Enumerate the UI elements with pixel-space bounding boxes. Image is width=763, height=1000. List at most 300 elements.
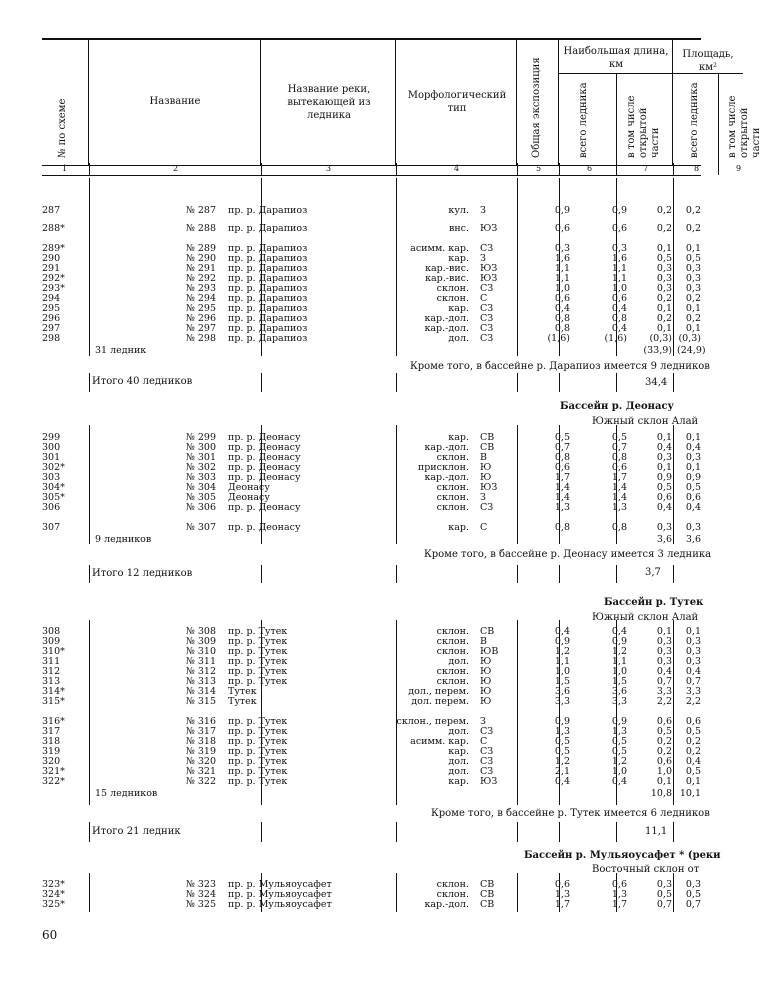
- colnum: 3: [326, 164, 332, 173]
- cell-river: пр. р. Дарапиоз: [228, 263, 308, 274]
- cell-river: пр. р. Дарапиоз: [228, 205, 308, 216]
- cell-ao: 0,7: [685, 899, 701, 910]
- cell-lo: 0,4: [611, 776, 627, 787]
- cell-type: склон.: [436, 283, 469, 294]
- cell-name: № 301: [185, 452, 216, 463]
- cell-a: 0,4: [656, 502, 672, 513]
- header-divider: [718, 73, 719, 165]
- cell-a: 0,3: [656, 636, 672, 647]
- cell-type: кар.: [448, 746, 469, 757]
- table-row: [0, 333, 733, 344]
- cell-n: 296: [42, 313, 61, 324]
- cell-type: кар.: [448, 522, 469, 533]
- cell-n: 314*: [42, 686, 65, 697]
- cell-river: пр. р. Тутек: [228, 626, 288, 637]
- colnum: 5: [536, 164, 542, 173]
- cell-name: № 323: [185, 879, 216, 890]
- cell-lo: 0,4: [611, 323, 627, 334]
- column-rule: [89, 822, 90, 842]
- column-rule: [517, 565, 518, 583]
- cell-l: 1,4: [554, 482, 570, 493]
- cell-lo: 1,1: [611, 273, 627, 284]
- cell-type: дол.: [448, 656, 469, 667]
- cell-name: № 321: [185, 766, 216, 777]
- cell-river: пр. р. Мульяоусафет: [228, 899, 332, 910]
- cell-l: 1,7: [554, 899, 570, 910]
- cell-exp: СЗ: [480, 313, 494, 324]
- cell-a: 0,2: [656, 313, 672, 324]
- cell-lo: 1,1: [611, 656, 627, 667]
- cell-n: 302*: [42, 462, 65, 473]
- cell-type: склон.: [436, 666, 469, 677]
- colnum: 1: [62, 164, 68, 173]
- summary-ao: 10,1: [679, 788, 701, 799]
- cell-exp: ЮВ: [480, 646, 499, 657]
- cell-l: 0,6: [554, 293, 570, 304]
- cell-n: 304*: [42, 482, 65, 493]
- cell-exp: ЮЗ: [480, 223, 498, 234]
- cell-name: № 324: [185, 889, 216, 900]
- cell-ao: 0,3: [685, 452, 701, 463]
- cell-type: склон.: [436, 646, 469, 657]
- cell-ao: 0,1: [685, 776, 701, 787]
- cell-lo: 0,9: [611, 716, 627, 727]
- cell-name: № 306: [185, 502, 216, 513]
- cell-exp: СЗ: [480, 283, 494, 294]
- cell-river: пр. р. Деонасу: [228, 442, 301, 453]
- cell-name: № 315: [185, 696, 216, 707]
- cell-river: Деонасу: [228, 482, 270, 493]
- cell-exp: Ю: [480, 686, 492, 697]
- cell-exp: Ю: [480, 676, 492, 687]
- column-rule: [517, 822, 518, 842]
- column-rule: [673, 373, 674, 392]
- cell-lo: 1,1: [611, 263, 627, 274]
- cell-type: склон., перем.: [396, 716, 469, 727]
- cell-type: склон.: [436, 482, 469, 493]
- cell-river: пр. р. Дарапиоз: [228, 273, 308, 284]
- cell-exp: СВ: [480, 889, 495, 900]
- cell-lo: 0,8: [611, 313, 627, 324]
- cell-lo: 1,0: [611, 766, 627, 777]
- column-rule: [673, 822, 674, 842]
- header-col2-text: Название: [149, 96, 201, 107]
- cell-ao: 0,4: [685, 666, 701, 677]
- cell-type: склон.: [436, 293, 469, 304]
- cell-river: пр. р. Деонасу: [228, 502, 301, 513]
- cell-river: пр. р. Мульяоусафет: [228, 879, 332, 890]
- cell-ao: 0,2: [685, 223, 701, 234]
- cell-river: пр. р. Дарапиоз: [228, 333, 308, 344]
- cell-name: № 307: [185, 522, 216, 533]
- cell-exp: СЗ: [480, 726, 494, 737]
- cell-l: 1,3: [554, 889, 570, 900]
- cell-l: 0,4: [554, 303, 570, 314]
- cell-n: 316*: [42, 716, 65, 727]
- cell-type: дол.: [448, 766, 469, 777]
- cell-lo: (1,6): [604, 333, 627, 344]
- cell-n: 310*: [42, 646, 65, 657]
- cell-l: 1,4: [554, 492, 570, 503]
- cell-name: № 318: [185, 736, 216, 747]
- cell-type: кар.-дол.: [424, 472, 469, 483]
- column-rule: [89, 565, 90, 583]
- cell-ao: 0,3: [685, 636, 701, 647]
- tutek-total-value: 11,1: [645, 826, 668, 837]
- cell-ao: 0,9: [685, 472, 701, 483]
- header-divider: [673, 73, 743, 74]
- cell-l: 0,9: [554, 205, 570, 216]
- header-col3-text: Название реки, вытекающей из ледника: [287, 84, 371, 121]
- cell-exp: СЗ: [480, 766, 494, 777]
- cell-ao: 0,2: [685, 293, 701, 304]
- cell-exp: Ю: [480, 472, 492, 483]
- cell-name: № 319: [185, 746, 216, 757]
- cell-a: (0,3): [649, 333, 672, 344]
- header-divider: [616, 73, 617, 165]
- cell-l: 1,7: [554, 472, 570, 483]
- cell-river: пр. р. Тутек: [228, 746, 288, 757]
- cell-exp: З: [480, 492, 486, 503]
- cell-n: 307: [42, 522, 61, 533]
- cell-n: 297: [42, 323, 61, 334]
- summary-row: [0, 788, 733, 799]
- cell-lo: 3,6: [611, 686, 627, 697]
- cell-lo: 1,3: [611, 889, 627, 900]
- cell-ao: 0,3: [685, 273, 701, 284]
- cell-ao: 0,3: [685, 656, 701, 667]
- cell-name: № 310: [185, 646, 216, 657]
- cell-lo: 1,7: [611, 899, 627, 910]
- cell-ao: 0,5: [685, 726, 701, 737]
- cell-lo: 0,5: [611, 736, 627, 747]
- cell-a: 0,7: [656, 899, 672, 910]
- cell-ao: 0,1: [685, 462, 701, 473]
- cell-exp: СВ: [480, 442, 495, 453]
- column-number-row: [42, 163, 742, 176]
- cell-a: 0,6: [656, 492, 672, 503]
- cell-type: асимм. кар.: [410, 243, 469, 254]
- cell-name: № 303: [185, 472, 216, 483]
- cell-a: 0,4: [656, 666, 672, 677]
- cell-lo: 0,7: [611, 442, 627, 453]
- column-rule: [261, 822, 262, 842]
- cell-l: 0,8: [554, 313, 570, 324]
- cell-type: кар.-вис.: [425, 273, 469, 284]
- cell-name: № 311: [185, 656, 216, 667]
- cell-type: склон.: [436, 636, 469, 647]
- cell-l: 0,8: [554, 323, 570, 334]
- cell-type: склон.: [436, 502, 469, 513]
- header-group-length: [559, 40, 673, 165]
- darapioz-total-label: Итого 40 ледников: [92, 376, 193, 387]
- cell-a: 0,3: [656, 656, 672, 667]
- cell-river: пр. р. Мульяоусафет: [228, 889, 332, 900]
- cell-type: дол.: [448, 726, 469, 737]
- cell-l: 0,6: [554, 879, 570, 890]
- table-row: [0, 205, 733, 216]
- cell-name: № 304: [185, 482, 216, 493]
- cell-l: 1,3: [554, 726, 570, 737]
- column-rule: [517, 373, 518, 392]
- cell-lo: 1,6: [611, 253, 627, 264]
- cell-exp: СЗ: [480, 323, 494, 334]
- cell-a: 0,1: [656, 323, 672, 334]
- cell-name: № 296: [185, 313, 216, 324]
- cell-l: 1,6: [554, 253, 570, 264]
- header-group-area: [673, 40, 762, 165]
- cell-lo: 0,3: [611, 243, 627, 254]
- cell-a: 0,7: [656, 676, 672, 687]
- cell-river: пр. р. Дарапиоз: [228, 313, 308, 324]
- cell-n: 325*: [42, 899, 65, 910]
- cell-river: Деонасу: [228, 492, 270, 503]
- cell-exp: СЗ: [480, 746, 494, 757]
- cell-l: 3,3: [554, 696, 570, 707]
- cell-exp: СЗ: [480, 756, 494, 767]
- cell-l: 0,9: [554, 636, 570, 647]
- cell-type: кар.: [448, 253, 469, 264]
- column-rule: [559, 373, 560, 392]
- cell-a: 0,9: [656, 472, 672, 483]
- header-col-river: [261, 40, 396, 165]
- cell-exp: СВ: [480, 432, 495, 443]
- cell-l: 0,7: [554, 442, 570, 453]
- cell-lo: 0,8: [611, 452, 627, 463]
- cell-river: пр. р. Тутек: [228, 726, 288, 737]
- cell-n: 293*: [42, 283, 65, 294]
- cell-river: пр. р. Дарапиоз: [228, 283, 308, 294]
- cell-n: 299: [42, 432, 61, 443]
- cell-a: 0,5: [656, 726, 672, 737]
- cell-type: кар.: [448, 432, 469, 443]
- cell-name: № 291: [185, 263, 216, 274]
- cell-a: 0,2: [656, 293, 672, 304]
- cell-name: № 300: [185, 442, 216, 453]
- cell-river: пр. р. Дарапиоз: [228, 253, 308, 264]
- cell-a: 0,3: [656, 283, 672, 294]
- cell-n: 306: [42, 502, 61, 513]
- cell-exp: З: [480, 205, 486, 216]
- table-row: [0, 502, 733, 513]
- cell-a: 0,2: [656, 746, 672, 757]
- cell-a: 0,5: [656, 253, 672, 264]
- cell-type: кул.: [448, 205, 469, 216]
- cell-l: 1,1: [554, 656, 570, 667]
- cell-l: 1,1: [554, 263, 570, 274]
- cell-n: 321*: [42, 766, 65, 777]
- header-col-name: [89, 40, 261, 165]
- cell-n: 311: [42, 656, 61, 667]
- cell-exp: Ю: [480, 696, 492, 707]
- cell-ao: 0,1: [685, 626, 701, 637]
- cell-a: 2,2: [656, 696, 672, 707]
- cell-ao: 0,3: [685, 646, 701, 657]
- cell-l: 0,5: [554, 432, 570, 443]
- colnum: 4: [454, 164, 460, 173]
- cell-a: 0,1: [656, 432, 672, 443]
- cell-exp: Ю: [480, 656, 492, 667]
- cell-n: 322*: [42, 776, 65, 787]
- cell-n: 291: [42, 263, 61, 274]
- cell-n: 290: [42, 253, 61, 264]
- cell-type: склон.: [436, 452, 469, 463]
- cell-n: 303: [42, 472, 61, 483]
- column-rule: [261, 565, 262, 583]
- header-col8-text: всего ледника: [689, 82, 700, 158]
- cell-ao: 0,5: [685, 253, 701, 264]
- colnum: 2: [173, 164, 179, 173]
- cell-river: пр. р. Деонасу: [228, 452, 301, 463]
- cell-l: 0,5: [554, 736, 570, 747]
- cell-ao: 0,1: [685, 323, 701, 334]
- cell-n: 309: [42, 636, 61, 647]
- header-col9-text: в том числе открытой части: [727, 95, 762, 158]
- cell-a: 3,3: [656, 686, 672, 697]
- cell-ao: 0,3: [685, 522, 701, 533]
- cell-name: № 289: [185, 243, 216, 254]
- cell-type: кар.-вис.: [425, 263, 469, 274]
- cell-name: № 292: [185, 273, 216, 284]
- cell-lo: 1,2: [611, 756, 627, 767]
- cell-lo: 1,0: [611, 283, 627, 294]
- cell-name: № 290: [185, 253, 216, 264]
- column-rule: [559, 822, 560, 842]
- cell-n: 301: [42, 452, 61, 463]
- cell-lo: 1,5: [611, 676, 627, 687]
- cell-l: 1,2: [554, 756, 570, 767]
- cell-a: 0,3: [656, 646, 672, 657]
- cell-a: 1,0: [656, 766, 672, 777]
- cell-lo: 1,7: [611, 472, 627, 483]
- cell-l: 0,9: [554, 716, 570, 727]
- cell-ao: 0,5: [685, 766, 701, 777]
- tutek-more-note: Кроме того, в бассейне р. Тутек имеется 6 ледников: [431, 808, 710, 819]
- cell-exp: Ю: [480, 666, 492, 677]
- cell-name: № 325: [185, 899, 216, 910]
- cell-a: 0,1: [656, 243, 672, 254]
- deonasu-more-note: Кроме того, в бассейне р. Деонасу имеется 3 ледника: [424, 549, 712, 560]
- cell-river: пр. р. Тутек: [228, 736, 288, 747]
- table-row: [0, 223, 733, 234]
- summary-ao: 3,6: [685, 534, 701, 545]
- cell-river: пр. р. Тутек: [228, 636, 288, 647]
- mulya-slope-title: Восточный склон от: [592, 864, 700, 875]
- cell-lo: 0,5: [611, 432, 627, 443]
- cell-exp: С: [480, 293, 488, 304]
- cell-river: пр. р. Тутек: [228, 676, 288, 687]
- cell-lo: 0,8: [611, 522, 627, 533]
- cell-exp: Ю: [480, 462, 492, 473]
- cell-n: 300: [42, 442, 61, 453]
- cell-ao: 0,2: [685, 313, 701, 324]
- summary-label: 15 ледников: [95, 788, 158, 799]
- cell-exp: СЗ: [480, 502, 494, 513]
- cell-a: 0,4: [656, 442, 672, 453]
- summary-a: 10,8: [650, 788, 672, 799]
- cell-lo: 0,6: [611, 223, 627, 234]
- cell-type: склон.: [436, 676, 469, 687]
- column-rule: [89, 373, 90, 392]
- colnum: 6: [587, 164, 593, 173]
- cell-type: дол.: [448, 756, 469, 767]
- cell-a: 0,2: [656, 223, 672, 234]
- header-col6-text: всего ледника: [578, 82, 589, 158]
- column-rule: [616, 565, 617, 583]
- cell-n: 324*: [42, 889, 65, 900]
- cell-a: 0,3: [656, 879, 672, 890]
- summary-row: [0, 345, 733, 356]
- cell-river: пр. р. Дарапиоз: [228, 293, 308, 304]
- cell-exp: СЗ: [480, 303, 494, 314]
- cell-l: 0,4: [554, 776, 570, 787]
- cell-a: 0,3: [656, 522, 672, 533]
- cell-n: 288*: [42, 223, 65, 234]
- header-group-area-text: Площадь, км²: [682, 49, 734, 73]
- cell-exp: СЗ: [480, 243, 494, 254]
- cell-type: дол., перем.: [408, 686, 469, 697]
- cell-name: № 297: [185, 323, 216, 334]
- cell-river: пр. р. Тутек: [228, 666, 288, 677]
- cell-a: 0,1: [656, 462, 672, 473]
- header-col-exposition: [517, 40, 559, 165]
- header-col7-text: в том числе открытой части: [626, 95, 661, 158]
- cell-name: № 314: [185, 686, 216, 697]
- cell-exp: СЗ: [480, 333, 494, 344]
- cell-l: 2,1: [554, 766, 570, 777]
- cell-river: пр. р. Тутек: [228, 766, 288, 777]
- cell-n: 294: [42, 293, 61, 304]
- colnum: 9: [736, 164, 742, 173]
- deonasu-total-label: Итого 12 ледников: [92, 568, 193, 579]
- summary-label: 9 ледников: [95, 534, 152, 545]
- cell-lo: 1,0: [611, 666, 627, 677]
- cell-ao: 0,2: [685, 736, 701, 747]
- cell-ao: 0,5: [685, 482, 701, 493]
- cell-n: 320: [42, 756, 61, 767]
- cell-river: Тутек: [228, 696, 257, 707]
- summary-row: [0, 534, 733, 545]
- cell-name: № 305: [185, 492, 216, 503]
- cell-name: № 308: [185, 626, 216, 637]
- cell-lo: 1,2: [611, 646, 627, 657]
- cell-n: 287: [42, 205, 61, 216]
- cell-name: № 309: [185, 636, 216, 647]
- cell-exp: СВ: [480, 899, 495, 910]
- cell-ao: 0,4: [685, 442, 701, 453]
- cell-n: 308: [42, 626, 61, 637]
- cell-name: № 312: [185, 666, 216, 677]
- mulya-basin-title: Бассейн р. Мульяоусафет * (реки: [524, 850, 721, 861]
- cell-name: № 302: [185, 462, 216, 473]
- cell-ao: 3,3: [685, 686, 701, 697]
- cell-a: 0,2: [656, 205, 672, 216]
- cell-a: 0,6: [656, 716, 672, 727]
- column-rule: [559, 565, 560, 583]
- cell-lo: 1,3: [611, 502, 627, 513]
- cell-ao: 0,3: [685, 879, 701, 890]
- column-rule: [396, 565, 397, 583]
- table-header: [42, 38, 762, 166]
- cell-l: (1,6): [547, 333, 570, 344]
- cell-type: кар.: [448, 776, 469, 787]
- cell-exp: СВ: [480, 626, 495, 637]
- cell-n: 318: [42, 736, 61, 747]
- cell-name: № 322: [185, 776, 216, 787]
- cell-exp: С: [480, 736, 488, 747]
- cell-name: № 316: [185, 716, 216, 727]
- header-col5-text: Общая экспозиция: [531, 57, 542, 158]
